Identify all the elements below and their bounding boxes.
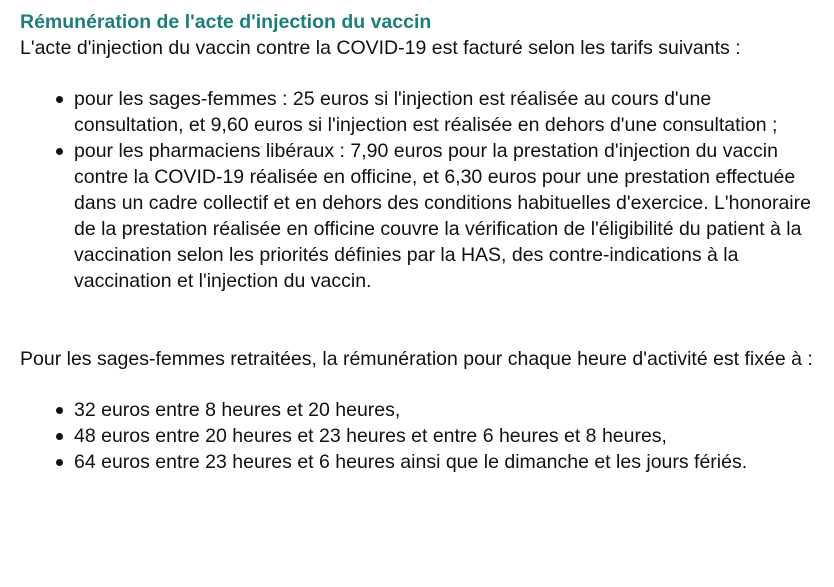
list-item-rate-day: 32 euros entre 8 heures et 20 heures,	[74, 397, 820, 423]
list-item-rate-evening: 48 euros entre 20 heures et 23 heures et entre 6 heures et 8 heures,	[74, 423, 820, 449]
intro-paragraph: L'acte d'injection du vaccin contre la COVID-19 est facturé selon les tarifs suivants :	[20, 37, 741, 59]
retired-midwives-paragraph: Pour les sages-femmes retraitées, la rémunération pour chaque heure d'activité est fixée à :	[20, 348, 813, 370]
list-item-pharmaciens: pour les pharmaciens libéraux : 7,90 euros pour la prestation d'injection du vaccin contre la COVID-19 réalisée en officine, et 6,30 euros pour une prestation effectuée dans un cadre collectif et en dehors des conditions habituelles d'exercice. L'honoraire de la prestation réalisée en officine couvre la vérification de l'éligibilité du patient à la vaccination selon les priorités définies par la HAS, des contre-indications à la vaccination et l'injection du vaccin.	[74, 138, 820, 294]
list-item-sages-femmes: pour les sages-femmes : 25 euros si l'injection est réalisée au cours d'une consultation, et 9,60 euros si l'injection est réalisée en dehors d'une consultation ;	[74, 86, 820, 138]
tariff-list	[20, 86, 820, 294]
hourly-rate-list	[20, 397, 820, 475]
section-title: Rémunération de l'acte d'injection du vaccin	[20, 11, 432, 33]
list-item-rate-night: 64 euros entre 23 heures et 6 heures ainsi que le dimanche et les jours fériés.	[74, 449, 820, 475]
